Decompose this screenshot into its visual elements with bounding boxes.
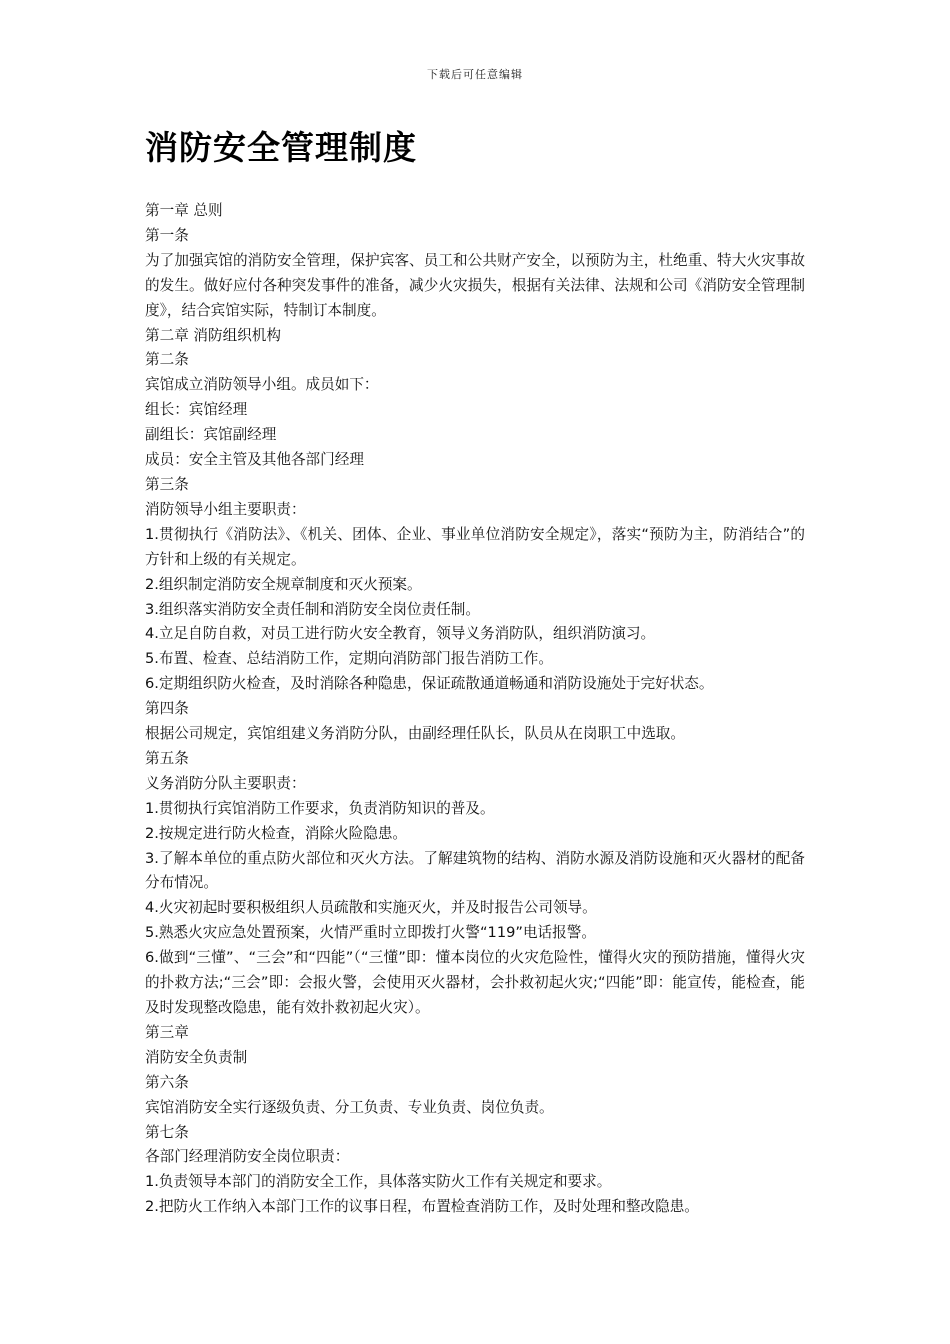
body-paragraph: 6.定期组织防火检查，及时消除各种隐患，保证疏散通道畅通和消防设施处于完好状态。	[145, 675, 714, 693]
body-paragraph: 1.贯彻执行宾馆消防工作要求，负责消防知识的普及。	[145, 799, 495, 817]
body-paragraph: 5.布置、检查、总结消防工作，定期向消防部门报告消防工作。	[145, 650, 553, 668]
body-paragraph: 第六条	[145, 1073, 189, 1091]
body-paragraph: 第三条	[145, 475, 189, 493]
body-paragraph: 第一条	[145, 226, 189, 244]
body-paragraph: 3.组织落实消防安全责任制和消防安全岗位责任制。	[145, 600, 480, 618]
body-paragraph: 消防领导小组主要职责：	[145, 500, 306, 518]
body-paragraph: 6.做到“三懂”、“三会”和“四能”（“三懂”即：懂本岗位的火灾危险性，懂得火灾的预防措施，懂得火灾的扑救方法;“三会”即：会报火警，会使用灭火器材，会扑救初起火灾;“四能”即：能宣传，能检查，能及时发现整改隐患，能有效扑救初起火灾）。	[145, 949, 805, 1016]
body-paragraph: 第七条	[145, 1123, 189, 1141]
body-paragraph: 3.了解本单位的重点防火部位和灭火方法。了解建筑物的结构、消防水源及消防设施和灭火器材的配备分布情况。	[145, 849, 805, 892]
body-paragraph: 2.组织制定消防安全规章制度和灭火预案。	[145, 575, 422, 593]
body-paragraph: 宾馆成立消防领导小组。成员如下：	[145, 376, 379, 394]
body-paragraph: 4.立足自防自救，对员工进行防火安全教育，领导义务消防队，组织消防演习。	[145, 625, 656, 643]
document-body	[145, 199, 805, 1220]
body-paragraph: 第一章 总则	[145, 202, 223, 219]
body-paragraph: 宾馆消防安全实行逐级负责、分工负责、专业负责、岗位负责。	[145, 1098, 554, 1116]
body-paragraph: 1.贯彻执行《消防法》、《机关、团体、企业、事业单位消防安全规定》，落实“预防为主，防消结合”的方针和上级的有关规定。	[145, 525, 805, 568]
body-paragraph: 义务消防分队主要职责：	[145, 774, 306, 792]
body-paragraph: 2.按规定进行防火检查，消除火险隐患。	[145, 824, 408, 842]
body-paragraph: 组长：宾馆经理	[145, 401, 248, 419]
body-paragraph: 2.把防火工作纳入本部门工作的议事日程，布置检查消防工作，及时处理和整改隐患。	[145, 1198, 699, 1216]
body-paragraph: 副组长：宾馆副经理	[145, 426, 277, 444]
body-paragraph: 消防安全负责制	[145, 1048, 248, 1066]
body-paragraph: 第二章 消防组织机构	[145, 326, 281, 344]
body-paragraph: 4.火灾初起时要积极组织人员疏散和实施灭火，并及时报告公司领导。	[145, 899, 597, 917]
body-paragraph: 为了加强宾馆的消防安全管理，保护宾客、员工和公共财产安全，以预防为主，杜绝重、特大火灾事故的发生。做好应付各种突发事件的准备，减少火灾损失，根据有关法律、法规和公司《消防安全管理制度》，结合宾馆实际，特制订本制度。	[145, 251, 805, 319]
body-paragraph: 根据公司规定，宾馆组建义务消防分队，由副经理任队长，队员从在岗职工中选取。	[145, 725, 685, 743]
body-paragraph: 第五条	[145, 749, 189, 767]
body-paragraph: 1.负责领导本部门的消防安全工作，具体落实防火工作有关规定和要求。	[145, 1173, 612, 1191]
body-paragraph: 第四条	[145, 700, 189, 718]
body-paragraph: 第三章	[145, 1023, 189, 1041]
body-paragraph: 第二条	[145, 351, 189, 369]
body-paragraph: 成员：安全主管及其他各部门经理	[145, 451, 364, 469]
document-title: 消防安全管理制度	[145, 128, 417, 167]
body-paragraph: 各部门经理消防安全岗位职责：	[145, 1148, 350, 1166]
header-note: 下载后可任意编辑	[427, 68, 523, 81]
body-paragraph: 5.熟悉火灾应急处置预案，火情严重时立即拨打火警“119”电话报警。	[145, 924, 596, 942]
